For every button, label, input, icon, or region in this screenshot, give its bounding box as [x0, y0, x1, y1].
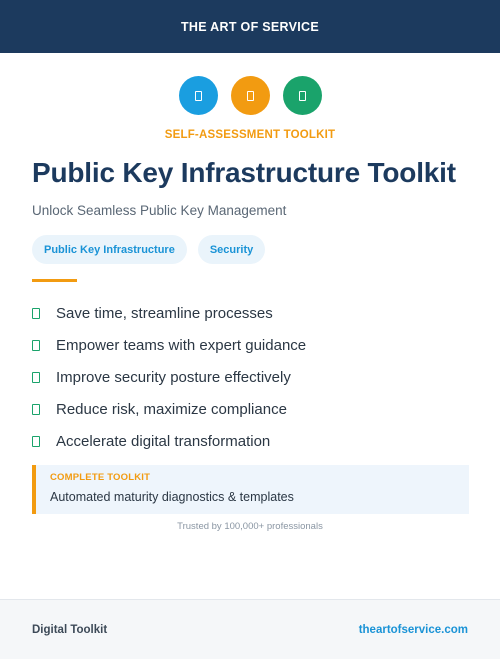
callout-label: COMPLETE TOOLKIT — [50, 472, 151, 483]
tag-public-key-infrastructure: Public Key Infrastructure — [32, 235, 187, 264]
accent-divider — [32, 279, 77, 282]
benefit-list — [32, 297, 306, 457]
document-icon — [231, 76, 270, 115]
brand-name: THE ART OF SERVICE — [180, 19, 320, 34]
check-icon — [32, 340, 40, 351]
footer-label: Digital Toolkit — [32, 623, 108, 636]
page-title: Public Key Infrastructure Toolkit — [32, 157, 456, 188]
callout-text: Automated maturity diagnostics & templates — [50, 490, 294, 504]
page-subtitle: Unlock Seamless Public Key Management — [32, 203, 287, 218]
icon-row — [0, 76, 500, 115]
list-item — [32, 329, 306, 361]
check-icon — [32, 404, 40, 415]
check-icon — [32, 372, 40, 383]
document-icon — [283, 76, 322, 115]
tag-security: Security — [198, 235, 265, 264]
toolkit-callout — [32, 465, 469, 514]
document-icon — [179, 76, 218, 115]
list-item — [32, 361, 306, 393]
check-icon — [32, 308, 40, 319]
benefit-text: Improve security posture effectively — [56, 368, 291, 386]
benefit-text: Accelerate digital transformation — [56, 432, 271, 450]
check-icon — [32, 436, 40, 447]
header-bar — [0, 0, 500, 53]
footer — [0, 599, 500, 659]
list-item — [32, 425, 306, 457]
toolkit-kicker: SELF-ASSESSMENT TOOLKIT — [164, 129, 336, 141]
trusted-note: Trusted by 100,000+ professionals — [177, 521, 323, 532]
website-link[interactable]: theartofservice.com — [358, 623, 468, 636]
list-item — [32, 393, 306, 425]
list-item — [32, 297, 306, 329]
benefit-text: Save time, streamline processes — [56, 304, 273, 322]
benefit-text: Reduce risk, maximize compliance — [56, 400, 287, 418]
benefit-text: Empower teams with expert guidance — [56, 336, 307, 354]
tag-list — [32, 235, 265, 264]
